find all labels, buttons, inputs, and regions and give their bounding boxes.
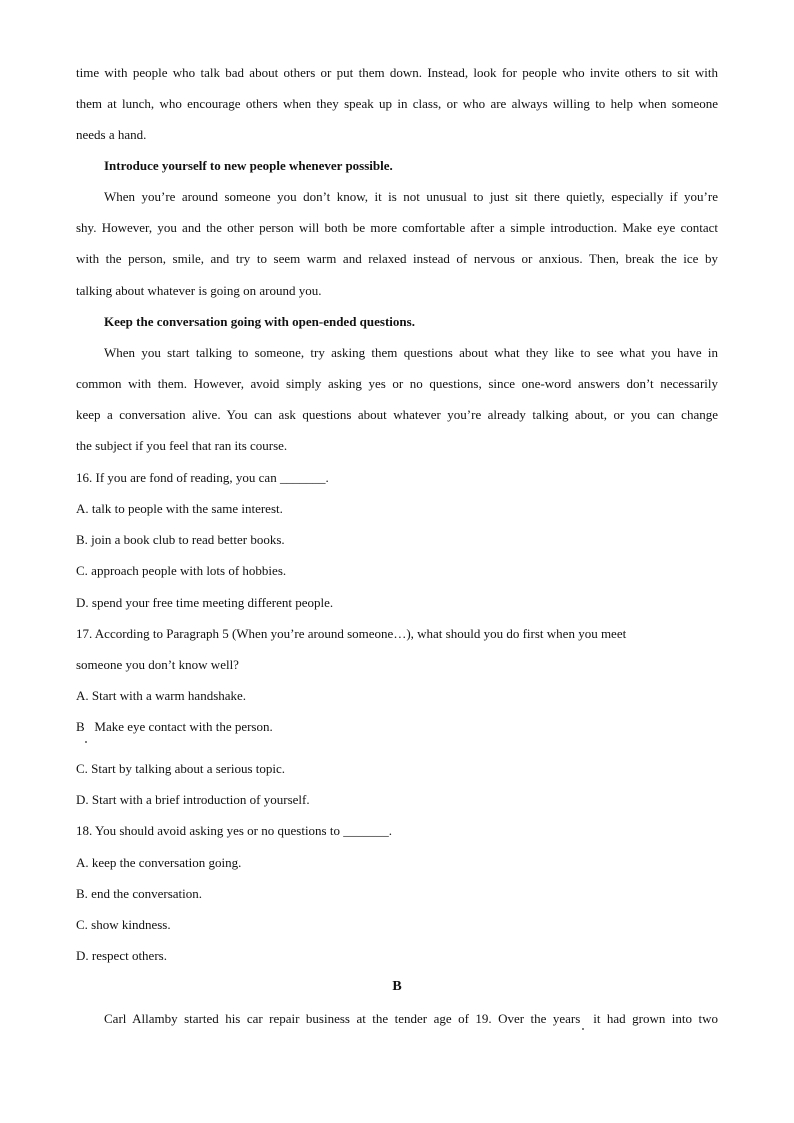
paragraph-line: keep a conversation alive. You can ask questions about whatever you’re already talking about, or you can change (76, 407, 718, 422)
answer-option: A. talk to people with the same interest. (76, 501, 283, 516)
section-heading: Introduce yourself to new people whenever possible. (104, 158, 393, 173)
answer-option: C. Start by talking about a serious topic. (76, 761, 286, 776)
answer-option: B. end the conversation. (76, 886, 202, 901)
paragraph-line: When you start talking to someone, try asking them questions about what they like to see what you have in (104, 345, 718, 360)
question-stem: 17. According to Paragraph 5 (When you’re around someone…), what should you do first when you meet (76, 626, 627, 641)
paragraph-line: time with people who talk bad about others or put them down. Instead, look for people who invite others to sit with (76, 65, 718, 80)
paragraph-line: When you’re around someone you don’t know, it is not unusual to just sit there quietly, especially if you’re (104, 189, 718, 204)
answer-option: B. join a book club to read better books. (76, 532, 285, 547)
paragraph-line: them at lunch, who encourage others when they speak up in class, or who are always willing to help when someone (76, 96, 718, 111)
answer-option: D. respect others. (76, 948, 167, 963)
paragraph-line: with the person, smile, and try to seem warm and relaxed instead of nervous or anxious. Then, break the ice by (76, 251, 718, 266)
paragraph-line: the subject if you feel that ran its course. (76, 438, 288, 453)
answer-option: C. show kindness. (76, 917, 171, 932)
paragraph-line: shy. However, you and the other person will both be more comfortable after a simple introduction. Make eye contact (76, 220, 718, 235)
paragraph-line: common with them. However, avoid simply asking yes or no questions, since one-word answers don’t necessarily (76, 376, 718, 391)
question-stem: 18. You should avoid asking yes or no questions to _______. (76, 823, 392, 838)
answer-option: C. approach people with lots of hobbies. (76, 563, 287, 578)
paragraph-line: Carl Allamby started his car repair business at the tender age of 19. Over the years it had grown into two (104, 1011, 718, 1026)
answer-option: B Make eye contact with the person. (76, 719, 273, 734)
stray-mark (582, 1028, 584, 1030)
answer-option: A. keep the conversation going. (76, 855, 242, 870)
answer-option: A. Start with a warm handshake. (76, 688, 247, 703)
question-stem: 16. If you are fond of reading, you can _______. (76, 470, 329, 485)
stray-mark (85, 741, 87, 743)
section-heading: Keep the conversation going with open-ended questions. (104, 314, 415, 329)
paragraph-line: talking about whatever is going on around you. (76, 283, 322, 298)
section-title: B (392, 979, 402, 994)
answer-option: D. spend your free time meeting different people. (76, 595, 334, 610)
question-stem-continued: someone you don’t know well? (76, 657, 239, 672)
paragraph-line: needs a hand. (76, 127, 147, 142)
answer-option: D. Start with a brief introduction of yourself. (76, 792, 310, 807)
